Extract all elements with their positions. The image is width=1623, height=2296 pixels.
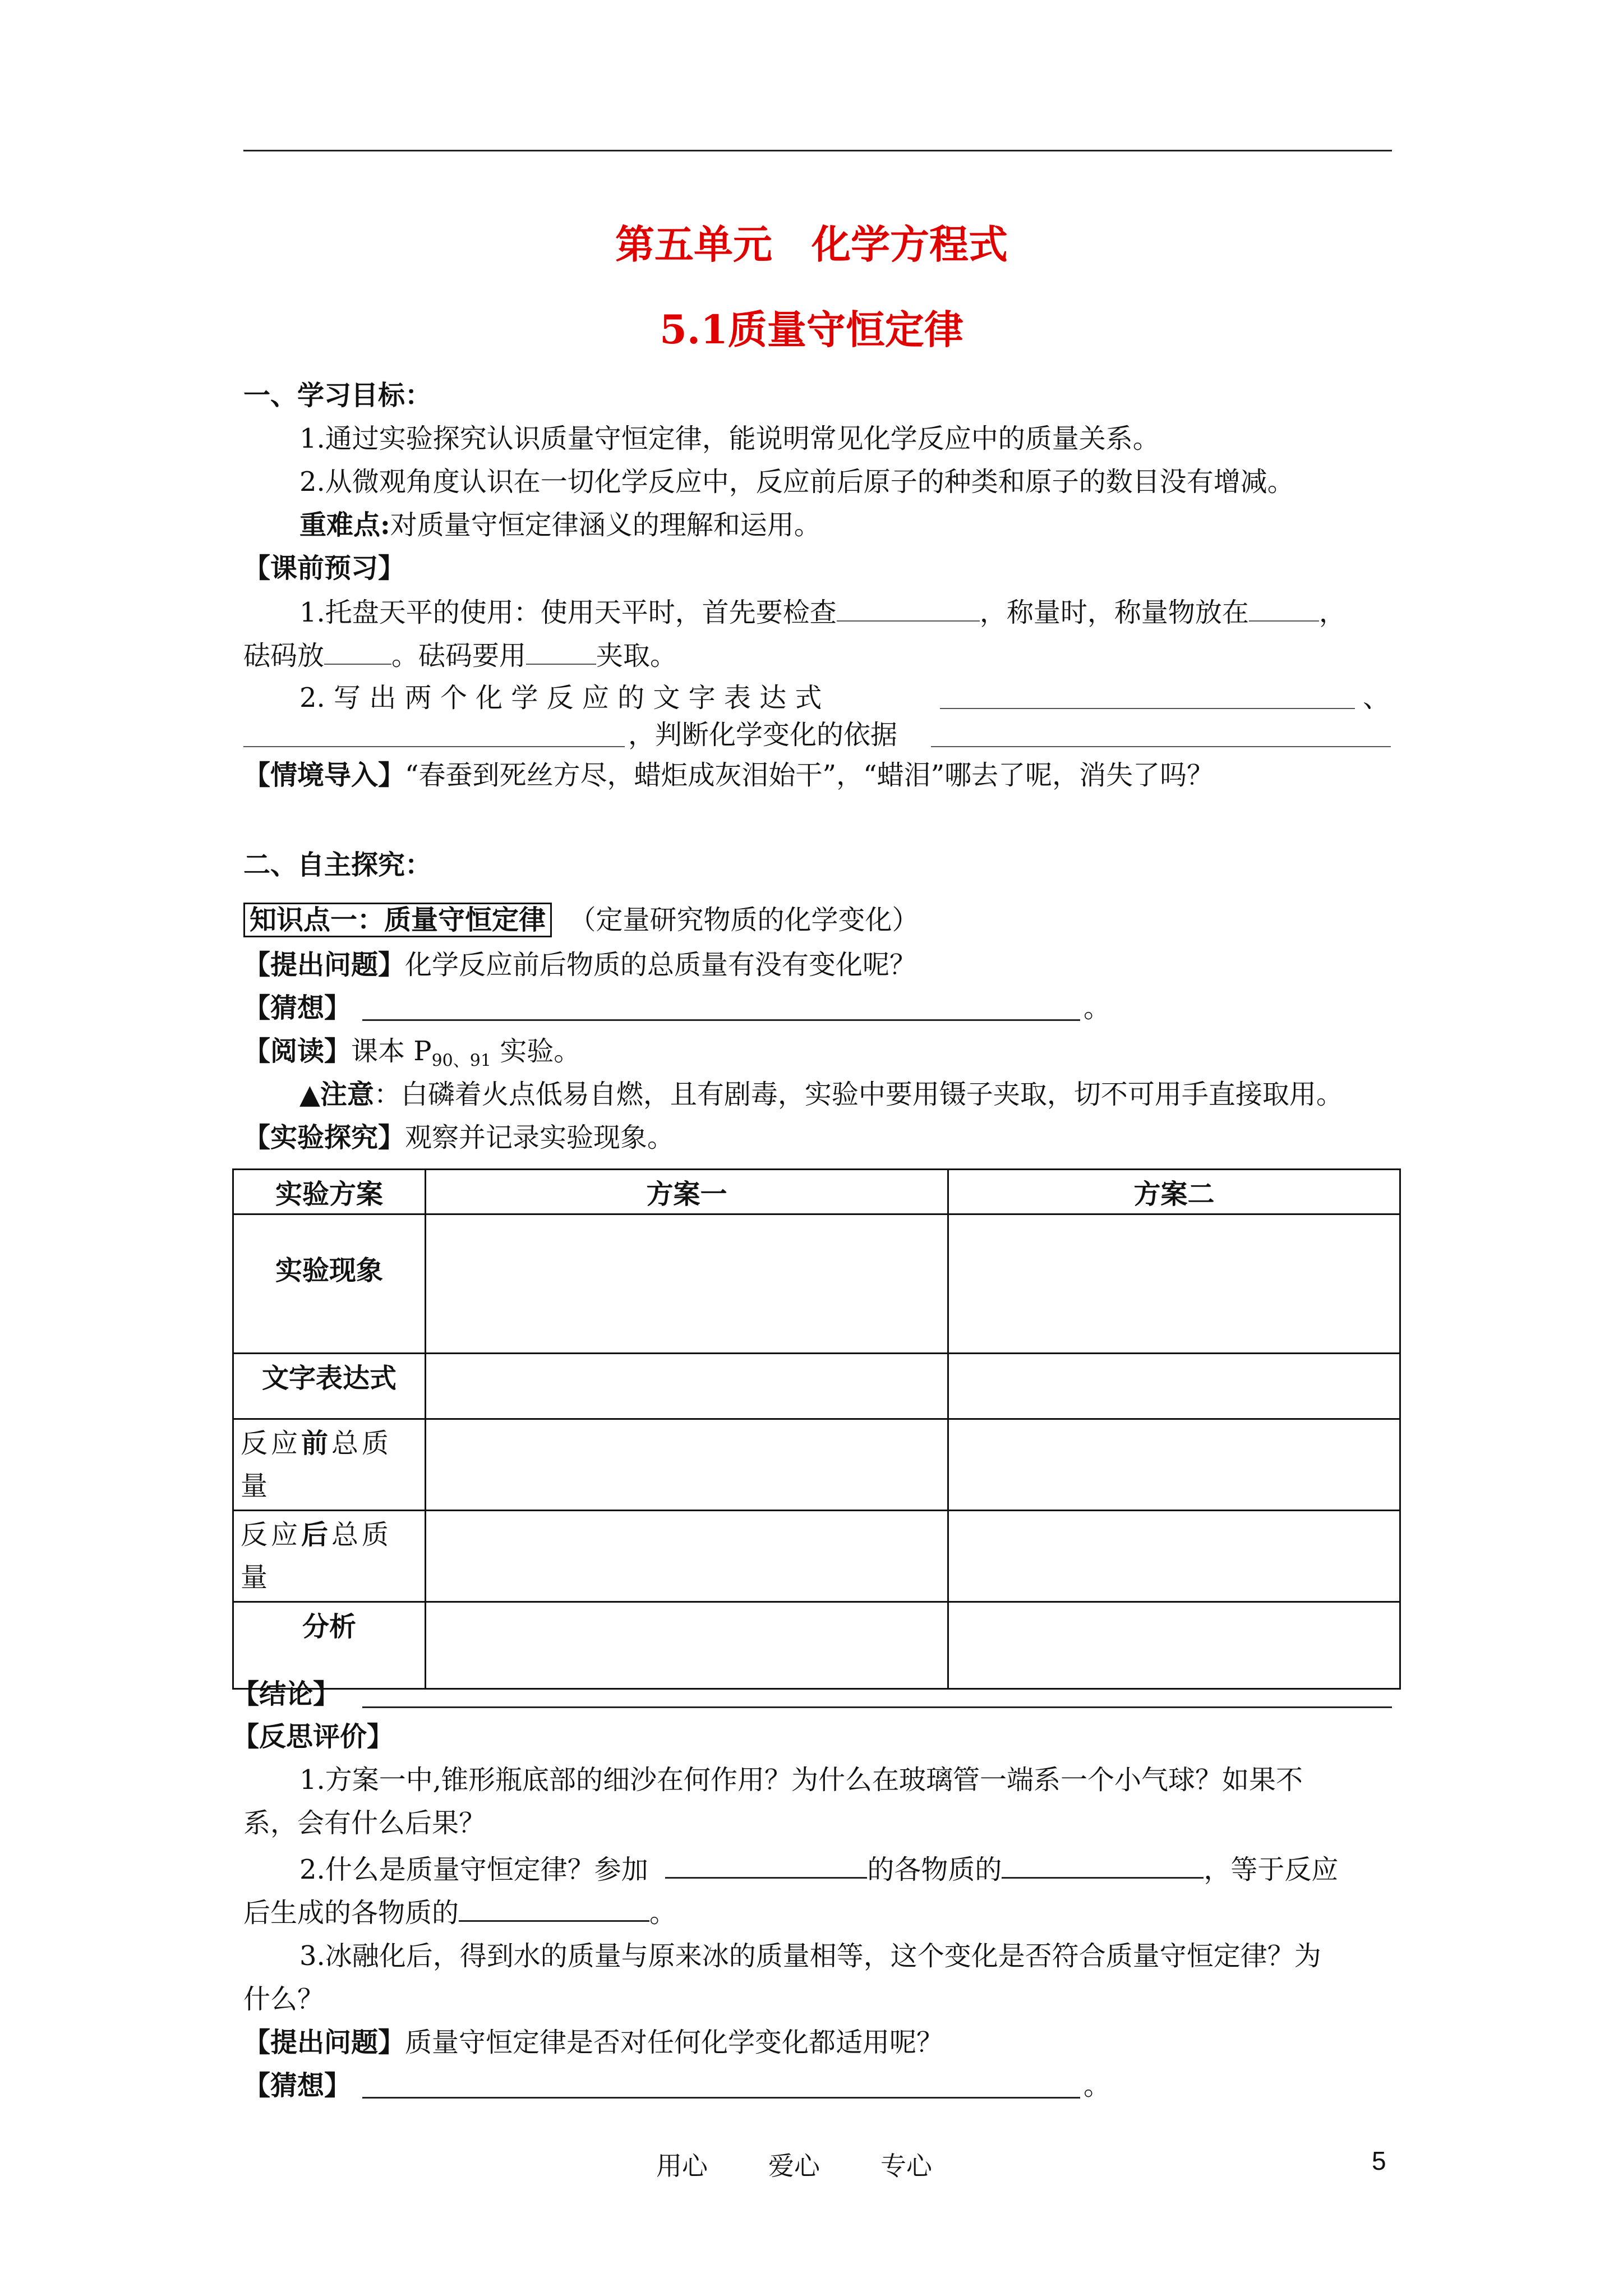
footer-motto-3: 专心 (880, 2151, 932, 2181)
cell-plan2-analysis[interactable] (948, 1602, 1400, 1689)
table-header-plan-1: 方案一 (426, 1170, 948, 1214)
table-row (233, 1214, 1400, 1354)
reflect-q3-line1: 3.冰融化后，得到水的质量与原来冰的质量相等，这个变化是否符合质量守恒定律？为 (299, 1940, 1321, 1972)
section1-heading: 一、学习目标： (243, 380, 432, 411)
guess2-label: 【猜想】 (243, 2070, 352, 2101)
table-row (233, 1354, 1400, 1419)
table-header-row (233, 1170, 1400, 1214)
table-header-plan-2: 方案二 (948, 1170, 1400, 1214)
preview-q1-text-d: 砝码放 (243, 640, 325, 671)
mass-after-b: 后 (301, 1519, 332, 1550)
cell-plan2-phenomenon[interactable] (948, 1214, 1400, 1354)
reflect-q1-line1: 1.方案一中,锥形瓶底部的细沙在何作用？为什么在玻璃管一端系一个小气球？如果不 (299, 1764, 1303, 1796)
preview-q2-sep: 、 (1363, 682, 1390, 714)
experiment-line (243, 1121, 674, 1154)
preview-q1-text-b: ，称量时，称量物放在 (979, 597, 1249, 628)
scene-text: “春蚕到死丝方尽，蜡炬成灰泪始干”，“蜡泪”哪去了呢，消失了吗？ (405, 760, 1214, 791)
blank-product-mass[interactable] (459, 1894, 649, 1922)
preview-q1-text-c: ， (1318, 597, 1346, 628)
page-subtitle: 5.1质量守恒定律 (660, 306, 963, 353)
cell-plan2-mass-before[interactable] (948, 1419, 1400, 1511)
experiment-table (232, 1168, 1401, 1690)
mass-after-d: 量 (241, 1562, 271, 1593)
reflect-q2-text-b: 的各物质的 (867, 1854, 1002, 1885)
read-line (243, 1034, 580, 1078)
cell-plan1-mass-before[interactable] (426, 1419, 948, 1511)
footer-motto-2: 爱心 (768, 2151, 820, 2181)
row-label-expression: 文字表达式 (233, 1354, 426, 1419)
reflect-q2-text-a: 2.什么是质量守恒定律？参加 (299, 1854, 648, 1885)
read-text-a: 课本 P (351, 1036, 432, 1067)
read-text-b: 实验。 (491, 1036, 581, 1067)
experiment-label: 【实验探究】 (243, 1122, 405, 1153)
table-row (233, 1511, 1400, 1602)
page-number: 5 (1372, 2146, 1386, 2175)
table-header-scheme: 实验方案 (233, 1170, 426, 1214)
preview-q1-text-e: 。砝码要用 (391, 640, 527, 671)
preview-q2-text-c: ，判断化学变化的依据 (628, 719, 898, 751)
cell-plan1-analysis[interactable] (426, 1602, 948, 1689)
blank-guess[interactable] (362, 1019, 1080, 1021)
guess-line-2 (243, 2069, 351, 2102)
reflect-q2-text-e: 。 (649, 1897, 677, 1929)
blank-participating[interactable] (665, 1851, 867, 1879)
row-label-phenomenon: 实验现象 (233, 1214, 426, 1354)
reflect-heading: 【反思评价】 (232, 1721, 394, 1752)
read-label: 【阅读】 (243, 1036, 352, 1067)
goal-1: 1.通过实验探究认识质量守恒定律，能说明常见化学反应中的质量关系。 (299, 423, 1160, 454)
guess-label: 【猜想】 (243, 992, 352, 1024)
mass-before-d: 量 (241, 1470, 271, 1502)
goal-2: 2.从微观角度认识在一切化学反应中，反应前后原子的种类和原子的数目没有增减。 (299, 466, 1294, 498)
blank-weight-pan[interactable] (324, 638, 391, 665)
mass-after-a: 反应 (241, 1519, 302, 1550)
guess-line (243, 991, 351, 1025)
blank-criterion[interactable] (931, 746, 1391, 747)
key-point-label: 重难点: (299, 509, 390, 541)
warning-line (299, 1078, 1343, 1111)
blank-mass-sum[interactable] (1002, 1851, 1204, 1879)
ask-question (243, 948, 916, 982)
read-subscript: 90、91 (431, 1051, 491, 1071)
blank-weight-tool[interactable] (526, 638, 596, 665)
warning-text: ：白磷着火点低易自燃，且有剧毒，实验中要用镊子夹取，切不可用手直接取用。 (374, 1079, 1343, 1110)
mass-before-a: 反应 (241, 1428, 302, 1459)
blank-object-pan[interactable] (1249, 595, 1319, 622)
cell-plan1-mass-after[interactable] (426, 1511, 948, 1602)
mass-after-c: 总质 (331, 1519, 393, 1550)
mass-before-b: 前 (301, 1428, 332, 1459)
ask2-text: 质量守恒定律是否对任何化学变化都适用呢？ (405, 2027, 944, 2058)
key-point-text: 对质量守恒定律涵义的理解和运用。 (390, 509, 821, 541)
conclusion-label: 【结论】 (232, 1678, 340, 1710)
preview-q1-line1 (299, 595, 1346, 629)
warning-label: ▲注意 (299, 1079, 374, 1110)
key-point (299, 508, 821, 542)
reflect-q2-line1 (299, 1851, 1338, 1887)
row-label-analysis: 分析 (233, 1602, 426, 1689)
ask2-label: 【提出问题】 (243, 2027, 405, 2058)
preview-q1-line2 (243, 638, 677, 673)
header-rule (243, 150, 1392, 151)
cell-plan1-phenomenon[interactable] (426, 1214, 948, 1354)
page-title: 第五单元 化学方程式 (615, 221, 1008, 268)
scene-intro (243, 758, 1214, 792)
reflect-q2-text-d: 后生成的各物质的 (243, 1897, 459, 1929)
guess-end: 。 (1083, 992, 1111, 1024)
reflect-q2-line2 (243, 1894, 676, 1930)
ask-text: 化学反应前后物质的总质量有没有变化呢？ (405, 949, 917, 981)
section2-heading: 二、自主探究： (243, 849, 432, 881)
knowledge-point-label: 知识点一：质量守恒定律 (243, 903, 552, 937)
row-label-mass-before (233, 1419, 426, 1511)
ask-question-2 (243, 2026, 943, 2059)
preview-q1-text-f: 夹取。 (596, 640, 677, 671)
table-row (233, 1419, 1400, 1511)
ask-label: 【提出问题】 (243, 949, 405, 981)
preview-q2-line1 (299, 681, 822, 715)
guess2-end: 。 (1083, 2070, 1111, 2101)
reflect-q1-line2: 系，会有什么后果？ (243, 1807, 486, 1839)
reflect-q2-text-c: ，等于反应 (1204, 1854, 1339, 1885)
blank-equation-2[interactable] (243, 746, 625, 747)
preview-q2-text-a: 2. 写 出 两 个 化 学 反 应 的 文 字 表 达 式 (299, 682, 822, 714)
blank-conclusion[interactable] (362, 1706, 1392, 1708)
reflect-q3-line2: 什么？ (243, 1984, 325, 2015)
footer-motto-1: 用心 (656, 2151, 708, 2181)
blank-balance-check[interactable] (837, 595, 980, 622)
blank-guess-2[interactable] (362, 2097, 1080, 2099)
cell-plan1-expression[interactable] (426, 1354, 948, 1419)
knowledge-point (243, 903, 919, 937)
cell-plan2-mass-after[interactable] (948, 1511, 1400, 1602)
mass-before-c: 总质 (331, 1428, 393, 1459)
scene-label: 【情境导入】 (243, 760, 405, 791)
table-row (233, 1602, 1400, 1689)
experiment-text: 观察并记录实验现象。 (405, 1122, 675, 1153)
preview-q1-text-a: 1.托盘天平的使用：使用天平时，首先要检查 (299, 597, 837, 628)
row-label-mass-after (233, 1511, 426, 1602)
knowledge-point-note: （定量研究物质的化学变化） (569, 904, 919, 936)
blank-equation-1[interactable] (940, 708, 1355, 709)
cell-plan2-expression[interactable] (948, 1354, 1400, 1419)
preview-heading: 【课前预习】 (243, 553, 405, 584)
